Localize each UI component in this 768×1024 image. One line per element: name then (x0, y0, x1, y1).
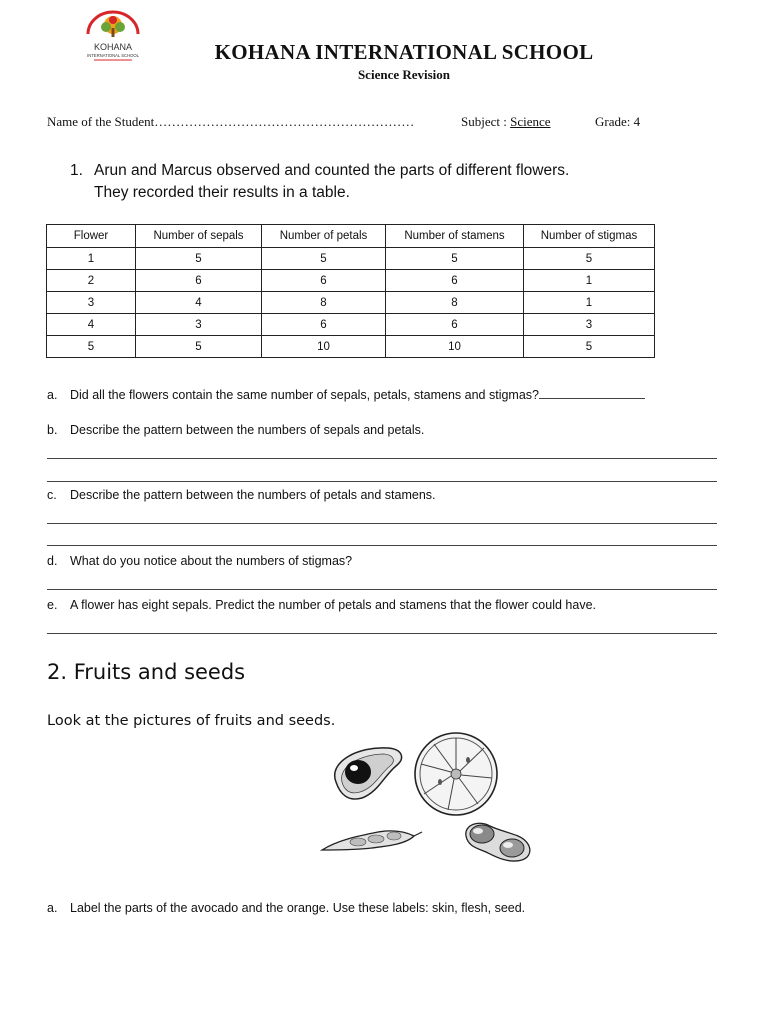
table-row (47, 248, 655, 270)
part-label: a. (47, 901, 58, 915)
part-label: d. (47, 554, 58, 568)
table-header-cell: Number of stamens (386, 225, 524, 248)
part-text: Did all the flowers contain the same number of sepals, petals, stamens and stigmas? (70, 388, 539, 402)
table-cell: 6 (136, 270, 262, 292)
question-1b (47, 423, 424, 437)
part-text: A flower has eight sepals. Predict the number of petals and stamens that the flower could have. (70, 598, 596, 612)
part-label: b. (47, 423, 58, 437)
table-header-cell: Flower (47, 225, 136, 248)
part-label: a. (47, 388, 58, 402)
table-cell: 5 (262, 248, 386, 270)
answer-blank-1a[interactable] (539, 388, 645, 399)
subject-value: Science (510, 114, 551, 129)
table-cell: 4 (47, 314, 136, 336)
question-1e (47, 598, 596, 612)
pea-pod-illustration (322, 831, 422, 850)
logo-subtext: INTERNATIONAL SCHOOL (87, 53, 139, 58)
school-name: KOHANA INTERNATIONAL SCHOOL (214, 40, 594, 64)
table-cell: 5 (524, 248, 655, 270)
question-number: 1. (70, 162, 83, 179)
part-text: What do you notice about the numbers of stigmas? (70, 554, 353, 568)
flower-parts-table (46, 224, 655, 358)
avocado-illustration (335, 748, 402, 799)
fruits-and-seeds-illustration (318, 732, 542, 870)
part-text: Describe the pattern between the numbers of petals and stamens. (70, 488, 436, 502)
table-cell: 4 (136, 292, 262, 314)
answer-line-1b-1[interactable] (47, 458, 717, 459)
table-cell: 10 (262, 336, 386, 358)
table-row (47, 270, 655, 292)
section-2-intro: Look at the pictures of fruits and seeds. (47, 713, 336, 729)
table-cell: 2 (47, 270, 136, 292)
answer-line-1b-2[interactable] (47, 481, 717, 482)
worksheet-subtitle: Science Revision (357, 67, 451, 82)
part-text: Label the parts of the avocado and the orange. Use these labels: skin, flesh, seed. (70, 901, 526, 915)
subject-field (461, 114, 551, 130)
question-1-line-1: Arun and Marcus observed and counted the parts of different flowers. (94, 162, 570, 179)
table-cell: 8 (386, 292, 524, 314)
answer-line-1d[interactable] (47, 589, 717, 590)
table-cell: 5 (386, 248, 524, 270)
question-1-prompt (70, 160, 710, 204)
table-cell: 5 (136, 336, 262, 358)
table-row (47, 314, 655, 336)
table-cell: 6 (386, 314, 524, 336)
table-cell: 3 (47, 292, 136, 314)
table-cell: 6 (262, 270, 386, 292)
table-cell: 3 (136, 314, 262, 336)
table-cell: 1 (47, 248, 136, 270)
subject-label: Subject : (461, 114, 507, 129)
table-cell: 6 (386, 270, 524, 292)
question-2a (47, 901, 525, 915)
table-row (47, 292, 655, 314)
answer-line-1c-2[interactable] (47, 545, 717, 546)
orange-illustration (415, 733, 497, 815)
logo-text: KOHANA (93, 42, 133, 52)
question-1d (47, 554, 352, 568)
table-header-cell: Number of stigmas (524, 225, 655, 248)
question-1a (47, 388, 645, 402)
peanut-illustration (466, 823, 530, 861)
grade-field: Grade: 4 (595, 114, 641, 129)
table-header-cell: Number of sepals (136, 225, 262, 248)
table-cell: 1 (524, 292, 655, 314)
table-cell: 3 (524, 314, 655, 336)
school-logo (80, 8, 146, 66)
table-cell: 1 (524, 270, 655, 292)
table-cell: 5 (47, 336, 136, 358)
table-header-row (47, 225, 655, 248)
answer-line-1e[interactable] (47, 633, 717, 634)
student-name-field[interactable]: Name of the Student…………………………………………………… (47, 114, 415, 129)
table-header-cell: Number of petals (262, 225, 386, 248)
part-label: c. (47, 488, 57, 502)
table-cell: 6 (262, 314, 386, 336)
table-cell: 10 (386, 336, 524, 358)
table-row (47, 336, 655, 358)
part-label: e. (47, 598, 58, 612)
table-cell: 5 (136, 248, 262, 270)
question-1c (47, 488, 436, 502)
part-text: Describe the pattern between the numbers of sepals and petals. (70, 423, 425, 437)
table-cell: 8 (262, 292, 386, 314)
answer-line-1c-1[interactable] (47, 523, 717, 524)
section-2-title: 2. Fruits and seeds (47, 660, 246, 684)
question-1-line-2: They recorded their results in a table. (94, 184, 350, 201)
table-cell: 5 (524, 336, 655, 358)
